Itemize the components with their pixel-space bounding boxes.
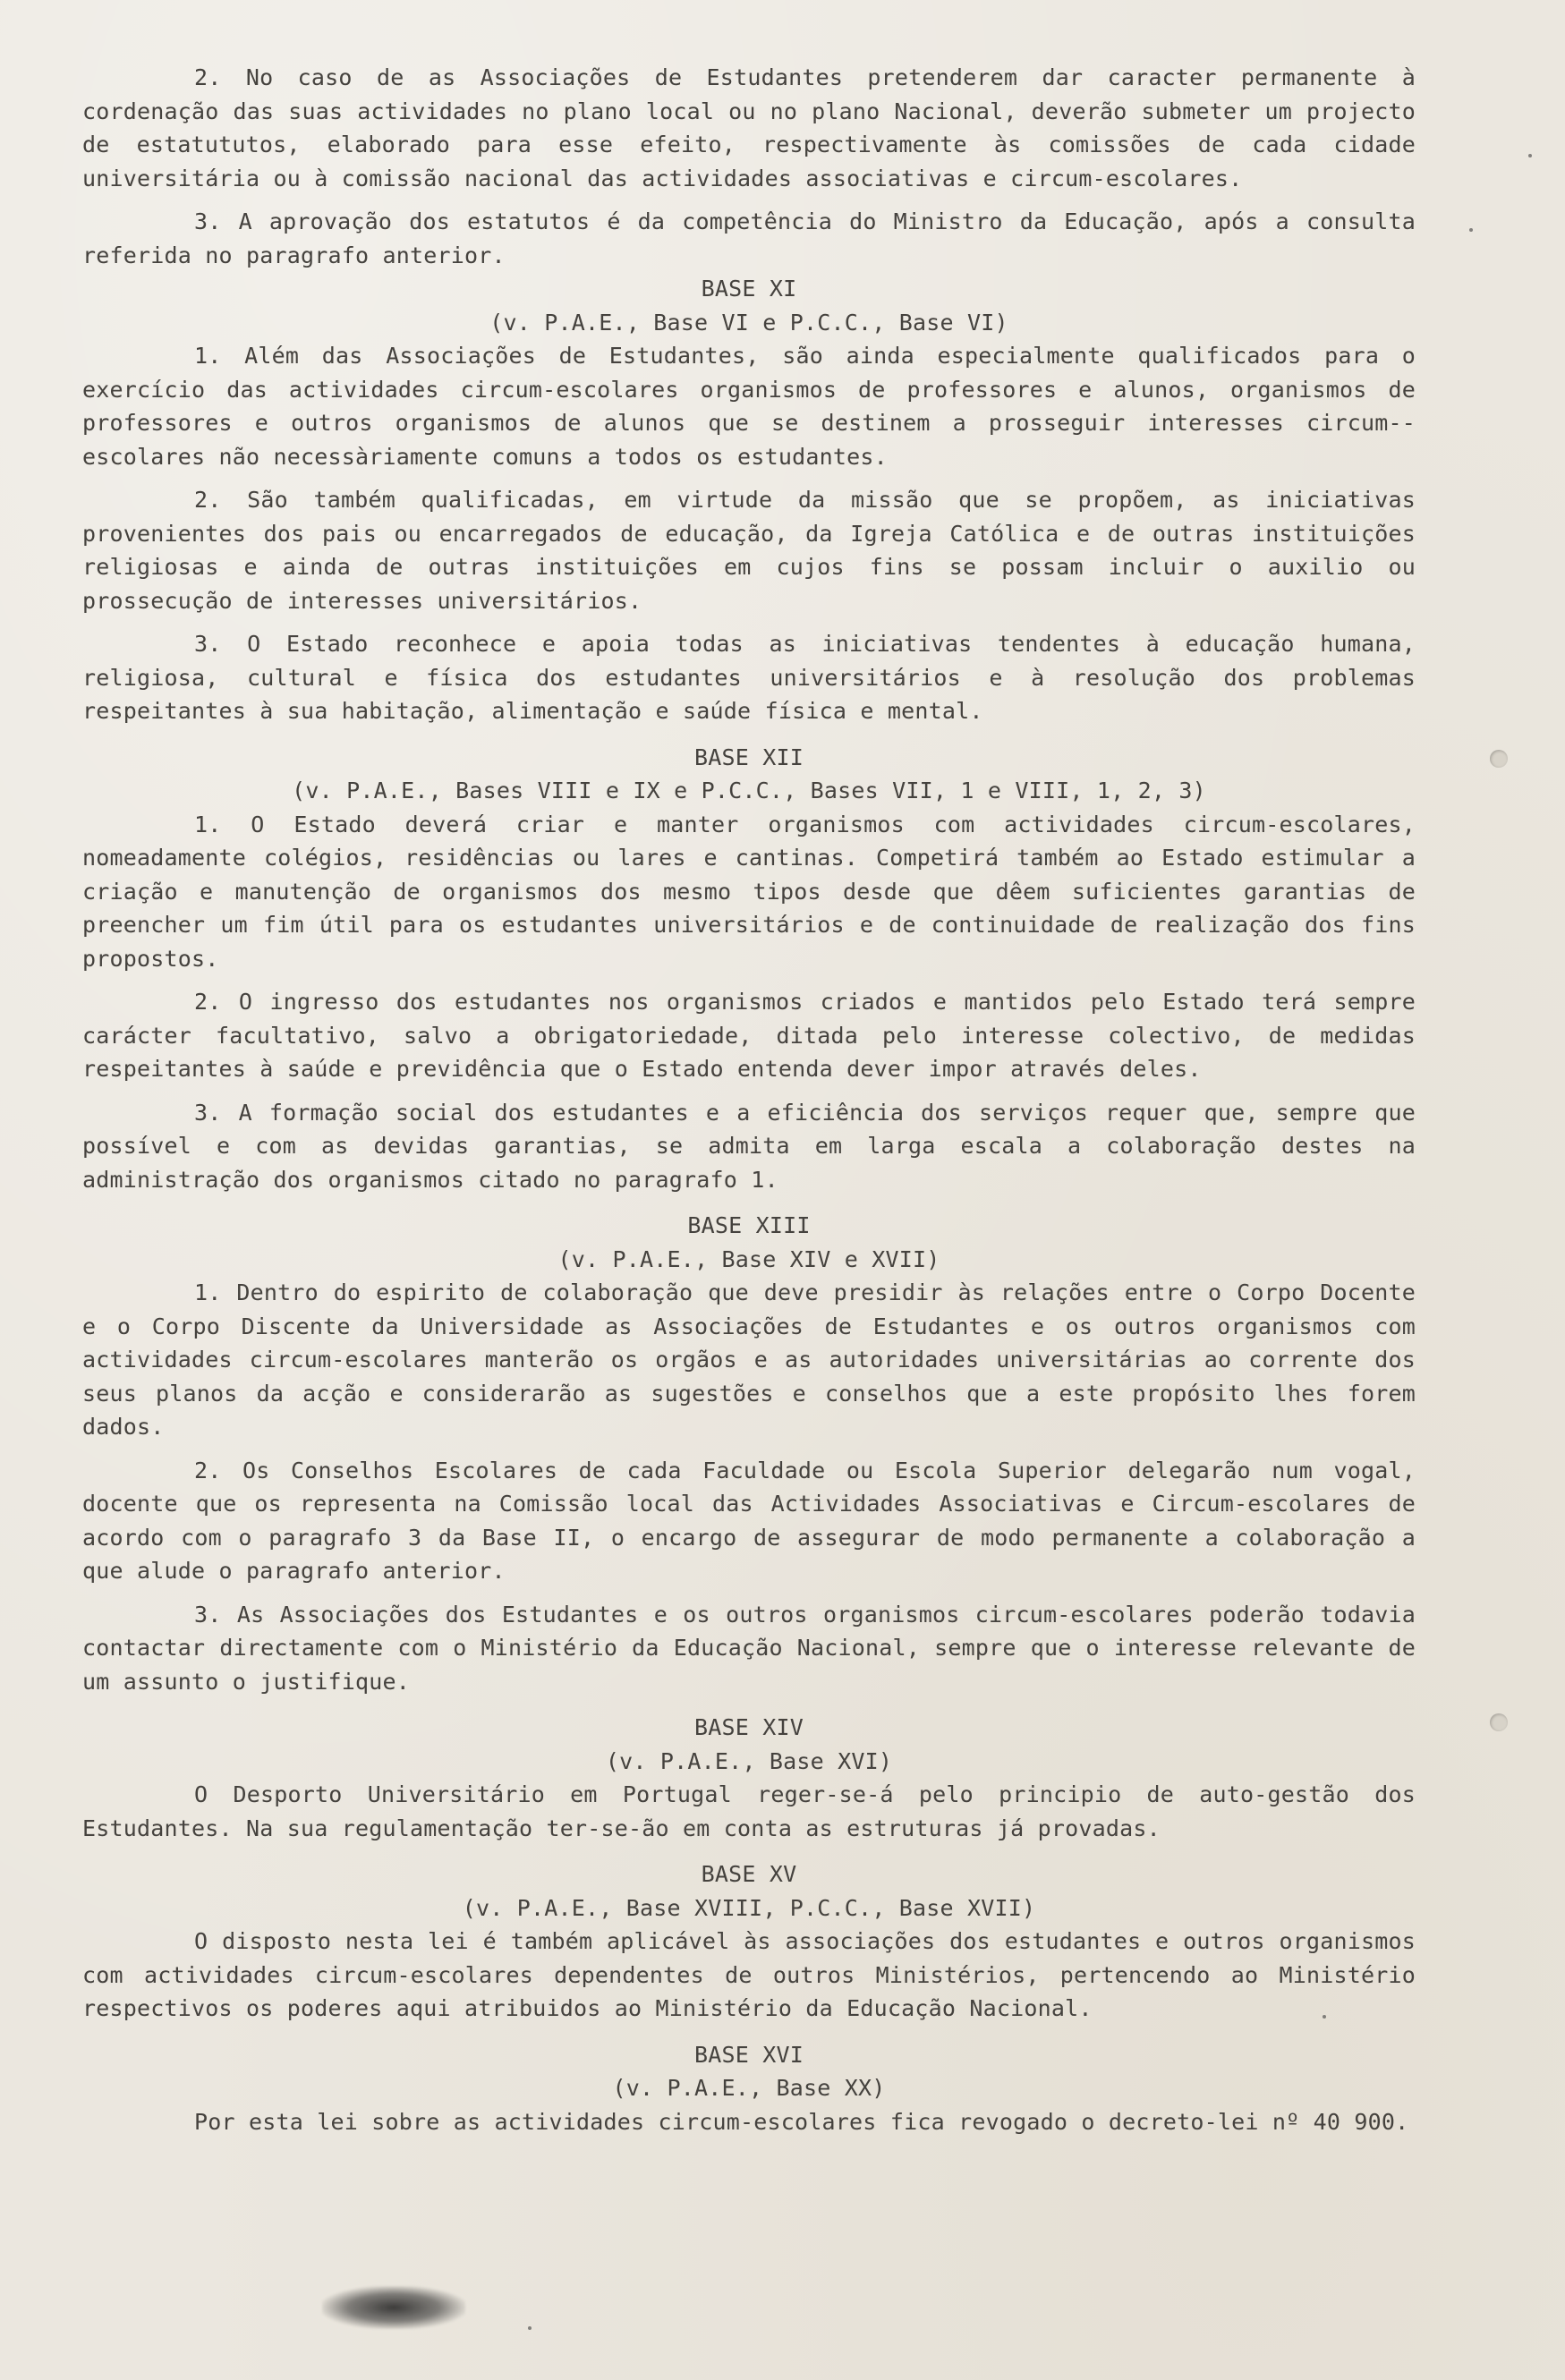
base-heading: BASE XVI xyxy=(693,2041,804,2068)
paragraph: O disposto nesta lei é também aplicável às associações dos estudantes e outros organismos com actividades circum-escolares dependentes de outros Ministérios, pertencendo ao Ministério respectivos os poderes aqui atribuidos ao Ministério da Educação Nacional. xyxy=(82,1928,1416,2021)
paragraph: 2. No caso de as Associações de Estudantes pretenderem dar caracter permanente à cordenação das suas actividades no plano local ou no plano Nacional, deverão submeter um projecto de estatututos, elaborado para esse efeito, respectivamente às comissões de cada cidade universitária ou à comissão nacional das actividades associativas e circum-escolares. xyxy=(82,64,1416,191)
ink-smudge xyxy=(322,2286,465,2329)
paragraph: 2. O ingresso dos estudantes nos organismos criados e mantidos pelo Estado terá sempre carácter facultativo, salvo a obrigatoriedade, ditada pelo interesse colectivo, de medidas respeitantes à saúde e previdência que o Estado entenda dever impor através deles. xyxy=(82,989,1416,1082)
paragraph: 1. Dentro do espirito de colaboração que deve presidir às relações entre o Corpo Docente e o Corpo Discente da Universidade as Associações de Estudantes e os outros organismos com actividades circum-escolares manterão os orgãos e as autoridades universitárias ao corrente dos seus planos da acção e considerarão as sugestões e conselhos que a este propósito lhes forem dados. xyxy=(82,1279,1416,1440)
paragraph: 3. A aprovação dos estatutos é da competência do Ministro da Educação, após a consulta referida no paragrafo anterior. xyxy=(82,208,1416,268)
base-section xyxy=(82,1209,1416,1698)
base-heading: BASE XV xyxy=(701,1861,797,1887)
base-section xyxy=(82,2038,1416,2139)
paragraph: 3. A formação social dos estudantes e a eficiência dos serviços requer que, sempre que possível e com as devidas garantias, se admita em larga escala a colaboração destes na administração dos organismos citado no paragrafo 1. xyxy=(82,1099,1416,1193)
paragraph: 1. O Estado deverá criar e manter organismos com actividades circum-escolares, nomeadamente colégios, residências ou lares e cantinas. Competirá também ao Estado estimular a criação e manutenção de organismos dos mesmo tipos desde que dêem suficientes garantias de preencher um fim útil para os estudantes universitários e de continuidade de realização dos fins propostos. xyxy=(82,811,1416,972)
base-section xyxy=(82,1711,1416,1845)
paragraph: Por esta lei sobre as actividades circum-escolares fica revogado o decreto-lei nº 40 900. xyxy=(194,2108,1409,2135)
paragraph: 3. O Estado reconhece e apoia todas as iniciativas tendentes à educação humana, religiosa, cultural e física dos estudantes universitários e à resolução dos problemas respeitantes à sua habitação, alimentação e saúde física e mental. xyxy=(82,631,1416,724)
base-heading: BASE XI xyxy=(701,276,797,302)
ink-speck xyxy=(1528,154,1532,157)
base-reference: (v. P.A.E., Bases VIII e IX e P.C.C., Bases VII, 1 e VIII, 1, 2, 3) xyxy=(292,778,1206,803)
document-body xyxy=(82,61,1416,2151)
base-heading: BASE XII xyxy=(693,744,804,770)
punch-hole-mark xyxy=(1490,1713,1508,1731)
base-reference: (v. P.A.E., Base XIV e XVII) xyxy=(557,1245,940,1272)
ink-speck xyxy=(1469,228,1473,232)
base-section xyxy=(82,1857,1416,2026)
paragraph: 3. As Associações dos Estudantes e os outros organismos circum-escolares poderão todavia contactar directamente com o Ministério da Educação Nacional, sempre que o interesse relevante de um assunto o justifique. xyxy=(82,1601,1416,1695)
base-reference: (v. P.A.E., Base XX) xyxy=(612,2075,886,2101)
base-section xyxy=(82,741,1416,1197)
base-section xyxy=(82,272,1416,728)
punch-hole-mark xyxy=(1490,750,1508,768)
base-reference: (v. P.A.E., Base XVIII, P.C.C., Base XVII) xyxy=(462,1894,1036,1921)
ink-speck xyxy=(528,2326,532,2330)
base-heading: BASE XIII xyxy=(687,1212,811,1238)
paragraph: 2. Os Conselhos Escolares de cada Faculdade ou Escola Superior delegarão num vogal, docente que os representa na Comissão local das Actividades Associativas e Circum-escolares de acordo com o paragrafo 3 da Base II, o encargo de assegurar de modo permanente a colaboração a que alude o paragrafo anterior. xyxy=(82,1457,1416,1584)
paragraph: 2. São também qualificadas, em virtude da missão que se propõem, as iniciativas provenientes dos pais ou encarregados de educação, da Igreja Católica e de outras instituições religiosas e ainda de outras instituições em cujos fins se possam incluir o auxilio ou prossecução de interesses universitários. xyxy=(82,487,1416,614)
paragraph: O Desporto Universitário em Portugal reger-se-á pelo principio de auto-gestão dos Estudantes. Na sua regulamentação ter-se-ão em conta as estruturas já provadas. xyxy=(82,1781,1416,1841)
base-reference: (v. P.A.E., Base XVI) xyxy=(605,1747,893,1774)
paragraph: 1. Além das Associações de Estudantes, são ainda especialmente qualificados para o exercício das actividades circum-escolares organismos de professores e alunos, organismos de professores e outros organismos de alunos que se destinem a prosseguir interesses circum--escolares não necessàriamente comuns a todos os estudantes. xyxy=(82,343,1416,470)
base-reference: (v. P.A.E., Base VI e P.C.C., Base VI) xyxy=(489,309,1008,336)
base-heading: BASE XIV xyxy=(693,1714,804,1740)
